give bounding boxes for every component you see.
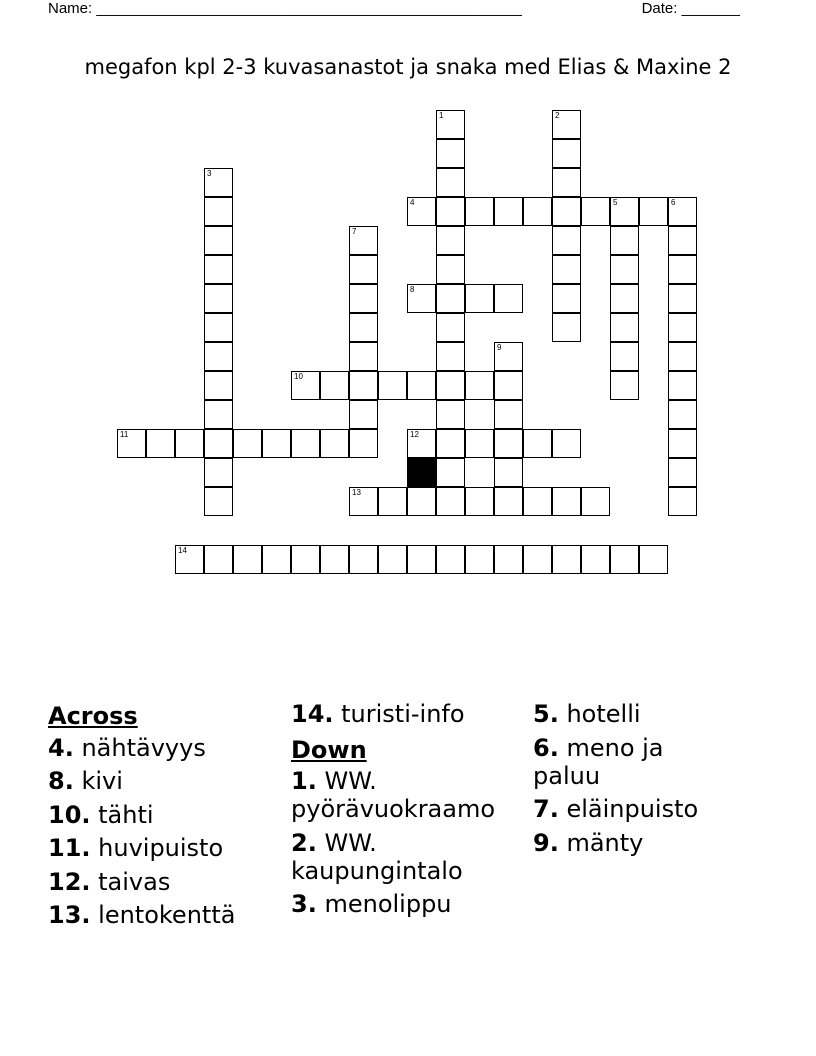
grid-cell[interactable]: [494, 545, 523, 574]
clue-item: [291, 829, 531, 885]
grid-cell[interactable]: [204, 313, 233, 342]
grid-cell[interactable]: [668, 226, 697, 255]
clue-number: 8: [410, 285, 415, 294]
grid-cell[interactable]: [552, 197, 581, 226]
grid-cell[interactable]: [610, 255, 639, 284]
grid-cell[interactable]: [552, 429, 581, 458]
grid-cell[interactable]: [204, 284, 233, 313]
grid-cell[interactable]: [204, 400, 233, 429]
clue-item-number: 8.: [48, 767, 74, 795]
clue-item-text: turisti-info: [333, 700, 465, 728]
grid-cell[interactable]: [552, 313, 581, 342]
clue-item: [48, 901, 283, 929]
grid-cell[interactable]: [523, 197, 552, 226]
grid-cell[interactable]: [668, 487, 697, 516]
clue-item-text: lentokenttä: [90, 901, 236, 929]
grid-cell[interactable]: [378, 487, 407, 516]
clue-item-number: 5.: [533, 700, 559, 728]
grid-cell[interactable]: [349, 255, 378, 284]
grid-cell[interactable]: [436, 313, 465, 342]
grid-cell[interactable]: [291, 429, 320, 458]
clues-column-2: [291, 700, 531, 924]
clue-number: 6: [671, 198, 676, 207]
grid-cell[interactable]: [523, 429, 552, 458]
clues-column-1: [48, 700, 283, 935]
grid-cell[interactable]: [204, 458, 233, 487]
grid-cell[interactable]: [668, 429, 697, 458]
grid-cell[interactable]: [668, 255, 697, 284]
grid-cell[interactable]: [668, 342, 697, 371]
grid-cell[interactable]: [204, 371, 233, 400]
clue-item: [48, 801, 283, 829]
grid-cell[interactable]: [233, 545, 262, 574]
clue-item: [48, 868, 283, 896]
grid-cell[interactable]: [204, 255, 233, 284]
grid-cell[interactable]: [494, 371, 523, 400]
grid-cell[interactable]: [494, 429, 523, 458]
grid-cell[interactable]: [552, 139, 581, 168]
clue-item-text: taivas: [90, 867, 171, 896]
clue-item: [291, 890, 531, 918]
grid-cell[interactable]: [204, 429, 233, 458]
clue-number: 14: [178, 546, 187, 555]
clue-item-number: 12.: [48, 867, 91, 896]
grid-cell[interactable]: [494, 487, 523, 516]
grid-cell[interactable]: [349, 313, 378, 342]
down-heading: Down: [291, 735, 367, 764]
clue-item: [291, 700, 531, 728]
grid-cell[interactable]: [552, 168, 581, 197]
grid-cell[interactable]: [407, 371, 436, 400]
grid-cell[interactable]: [610, 342, 639, 371]
grid-cell[interactable]: [436, 458, 465, 487]
clue-item: [533, 734, 733, 790]
grid-cell[interactable]: [204, 342, 233, 371]
grid-cell[interactable]: [436, 255, 465, 284]
clue-item-number: 7.: [533, 795, 559, 823]
grid-cell[interactable]: [204, 487, 233, 516]
grid-cell[interactable]: [436, 400, 465, 429]
grid-cell[interactable]: [552, 110, 581, 139]
grid-cell[interactable]: [581, 487, 610, 516]
grid-cell[interactable]: [262, 545, 291, 574]
grid-cell[interactable]: [436, 168, 465, 197]
grid-cell[interactable]: [349, 371, 378, 400]
clue-item-number: 4.: [48, 733, 74, 762]
grid-cell[interactable]: [407, 487, 436, 516]
clue-item-number: 10.: [48, 800, 91, 829]
grid-cell[interactable]: [349, 429, 378, 458]
clue-number: 9: [497, 343, 502, 352]
grid-cell[interactable]: [349, 487, 378, 516]
across-heading: Across: [48, 702, 138, 730]
grid-cell[interactable]: [523, 487, 552, 516]
grid-cell[interactable]: [465, 284, 494, 313]
grid-cell[interactable]: [610, 313, 639, 342]
grid-cell[interactable]: [436, 429, 465, 458]
clue-item-text: WW. pyörävuokraamo: [291, 767, 496, 823]
clue-item-number: 14.: [291, 700, 334, 728]
clue-item: [533, 700, 733, 728]
clue-item-number: 1.: [291, 767, 317, 795]
clue-number: 13: [352, 488, 361, 497]
grid-cell[interactable]: [610, 284, 639, 313]
grid-cell[interactable]: [204, 168, 233, 197]
grid-cell[interactable]: [639, 545, 668, 574]
grid-cell[interactable]: [204, 545, 233, 574]
clue-item: [533, 829, 733, 857]
grid-cell[interactable]: [291, 371, 320, 400]
grid-cell[interactable]: [610, 371, 639, 400]
grid-cell[interactable]: [668, 284, 697, 313]
grid-cell[interactable]: [407, 197, 436, 226]
grid-cell[interactable]: [610, 226, 639, 255]
clue-item-text: menolippu: [316, 890, 452, 918]
clue-number: 11: [120, 430, 129, 439]
grid-cell[interactable]: [349, 342, 378, 371]
clue-item-number: 9.: [533, 828, 559, 857]
grid-cell[interactable]: [436, 110, 465, 139]
grid-cell[interactable]: [436, 197, 465, 226]
clue-number: 4: [410, 198, 415, 207]
grid-cell[interactable]: [494, 284, 523, 313]
grid-cell[interactable]: [465, 197, 494, 226]
clue-item-number: 13.: [48, 901, 91, 929]
clue-item-number: 6.: [533, 733, 559, 762]
grid-cell[interactable]: [407, 429, 436, 458]
grid-cell[interactable]: [262, 429, 291, 458]
clue-item-text: kivi: [73, 767, 123, 795]
grid-cell[interactable]: [407, 545, 436, 574]
clue-item-text: huvipuisto: [90, 834, 224, 862]
clue-number: 5: [613, 198, 618, 207]
grid-cell[interactable]: [552, 255, 581, 284]
grid-cell[interactable]: [552, 284, 581, 313]
clue-item-text: eläinpuisto: [558, 795, 699, 823]
grid-cell[interactable]: [465, 487, 494, 516]
grid-cell[interactable]: [552, 487, 581, 516]
grid-cell[interactable]: [146, 429, 175, 458]
grid-cell[interactable]: [668, 400, 697, 429]
grid-cell[interactable]: [494, 458, 523, 487]
grid-cell[interactable]: [465, 545, 494, 574]
grid-cell[interactable]: [581, 197, 610, 226]
grid-cell[interactable]: [349, 400, 378, 429]
grid-cell[interactable]: [378, 371, 407, 400]
grid-cell[interactable]: [436, 371, 465, 400]
clue-number: 10: [294, 372, 303, 381]
clue-item: [48, 734, 283, 762]
grid-cell[interactable]: [407, 284, 436, 313]
grid-cell[interactable]: [175, 429, 204, 458]
grid-cell[interactable]: [610, 545, 639, 574]
clue-item: [48, 767, 283, 795]
clues-column-3: [533, 700, 733, 862]
grid-cell[interactable]: [117, 429, 146, 458]
grid-cell[interactable]: [581, 545, 610, 574]
grid-cell[interactable]: [291, 545, 320, 574]
grid-cell[interactable]: [320, 371, 349, 400]
grid-cell[interactable]: [436, 284, 465, 313]
clue-item-text: tähti: [90, 800, 154, 829]
clue-item-text: hotelli: [558, 700, 641, 728]
grid-cell[interactable]: [465, 429, 494, 458]
grid-cell[interactable]: [349, 284, 378, 313]
date-field: Date: _______: [641, 0, 740, 17]
grid-cell[interactable]: [204, 197, 233, 226]
grid-cell[interactable]: [436, 342, 465, 371]
grid-cell[interactable]: [378, 545, 407, 574]
grid-cell[interactable]: [668, 458, 697, 487]
clue-item-text: meno ja paluu: [533, 733, 664, 790]
grid-cell[interactable]: [349, 226, 378, 255]
grid-cell[interactable]: [465, 371, 494, 400]
clue-number: 3: [207, 169, 212, 178]
grid-cell[interactable]: [639, 197, 668, 226]
grid-cell[interactable]: [668, 197, 697, 226]
grid-cell[interactable]: [523, 545, 552, 574]
grid-cell[interactable]: [668, 313, 697, 342]
clue-item: [291, 767, 531, 823]
grid-cell[interactable]: [552, 545, 581, 574]
grid-cell[interactable]: [494, 197, 523, 226]
grid-cell[interactable]: [610, 197, 639, 226]
grid-cell[interactable]: [320, 429, 349, 458]
clue-number: 2: [555, 111, 560, 120]
grid-cell[interactable]: [320, 545, 349, 574]
grid-cell[interactable]: [349, 545, 378, 574]
clue-item: [533, 795, 733, 823]
grid-cell[interactable]: [204, 226, 233, 255]
clue-number: 1: [439, 111, 444, 120]
grid-cell[interactable]: [494, 342, 523, 371]
grid-cell[interactable]: [552, 226, 581, 255]
clue-item-number: 2.: [291, 828, 317, 857]
clue-item: [48, 834, 283, 862]
clue-item-text: WW. kaupungintalo: [291, 828, 463, 885]
grid-cell[interactable]: [436, 139, 465, 168]
puzzle-title: megafon kpl 2-3 kuvasanastot ja snaka med Elias & Maxine 2: [84, 55, 732, 79]
clue-item-text: mänty: [558, 828, 644, 857]
black-cell: [407, 458, 436, 487]
grid-cell[interactable]: [436, 487, 465, 516]
grid-cell[interactable]: [175, 545, 204, 574]
name-field: Name: ___________________________________________________: [48, 0, 522, 17]
clue-item-text: nähtävyys: [73, 733, 206, 762]
grid-cell[interactable]: [494, 400, 523, 429]
clue-number: 7: [352, 227, 357, 236]
clue-item-number: 3.: [291, 890, 317, 918]
grid-cell[interactable]: [436, 545, 465, 574]
grid-cell[interactable]: [668, 371, 697, 400]
clue-item-number: 11.: [48, 834, 91, 862]
clue-number: 12: [410, 430, 419, 439]
grid-cell[interactable]: [436, 226, 465, 255]
grid-cell[interactable]: [233, 429, 262, 458]
